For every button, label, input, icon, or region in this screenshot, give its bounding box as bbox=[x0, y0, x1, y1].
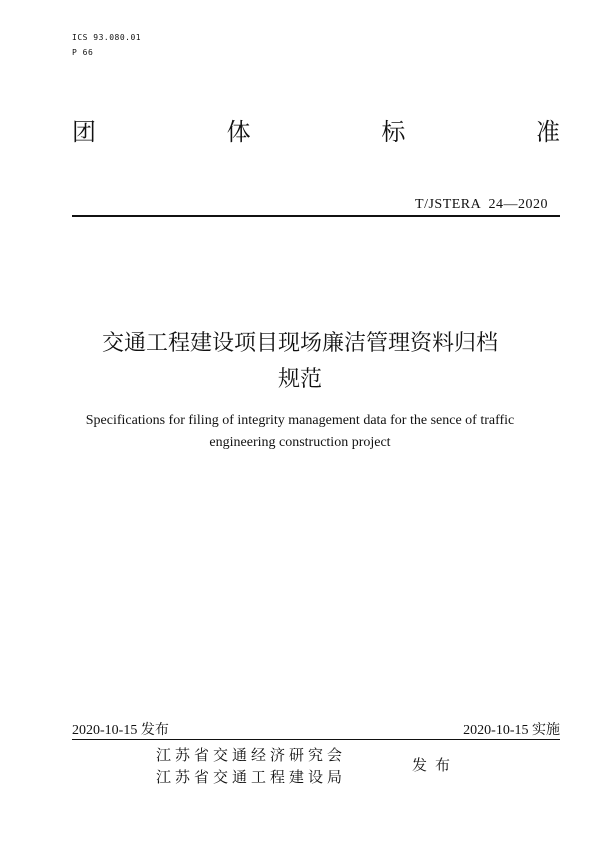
standard-number: T/JSTERA 24—2020 bbox=[415, 197, 548, 212]
title-english-line: engineering construction project bbox=[209, 435, 391, 450]
footer-divider bbox=[72, 739, 560, 740]
implementation-date: 2020-10-15 实施 bbox=[463, 723, 560, 738]
ics-code: ICS 93.080.01 bbox=[72, 33, 142, 42]
standard-type bbox=[72, 112, 560, 147]
publish-label: 发布 bbox=[412, 756, 459, 774]
issue-date: 2020-10-15 发布 bbox=[72, 723, 169, 738]
standard-type-char: 准 bbox=[535, 118, 560, 146]
standard-type-char: 标 bbox=[381, 118, 406, 146]
header-divider bbox=[72, 215, 560, 217]
ccs-code: P 66 bbox=[72, 48, 94, 57]
title-chinese bbox=[0, 326, 600, 398]
publisher-list bbox=[156, 744, 346, 788]
title-english-line: Specifications for filing of integrity management data for the sence of traffic bbox=[85, 413, 515, 428]
title-chinese-line: 规范 bbox=[277, 367, 322, 392]
title-english bbox=[0, 410, 600, 454]
classification-codes bbox=[72, 30, 141, 60]
title-chinese-line: 交通工程建设项目现场廉洁管理资料归档 bbox=[101, 331, 498, 356]
publisher-name: 江苏省交通经济研究会 bbox=[156, 746, 347, 764]
standard-type-char: 体 bbox=[226, 118, 251, 146]
publisher-name: 江苏省交通工程建设局 bbox=[156, 768, 347, 786]
standard-type-char: 团 bbox=[72, 118, 96, 146]
